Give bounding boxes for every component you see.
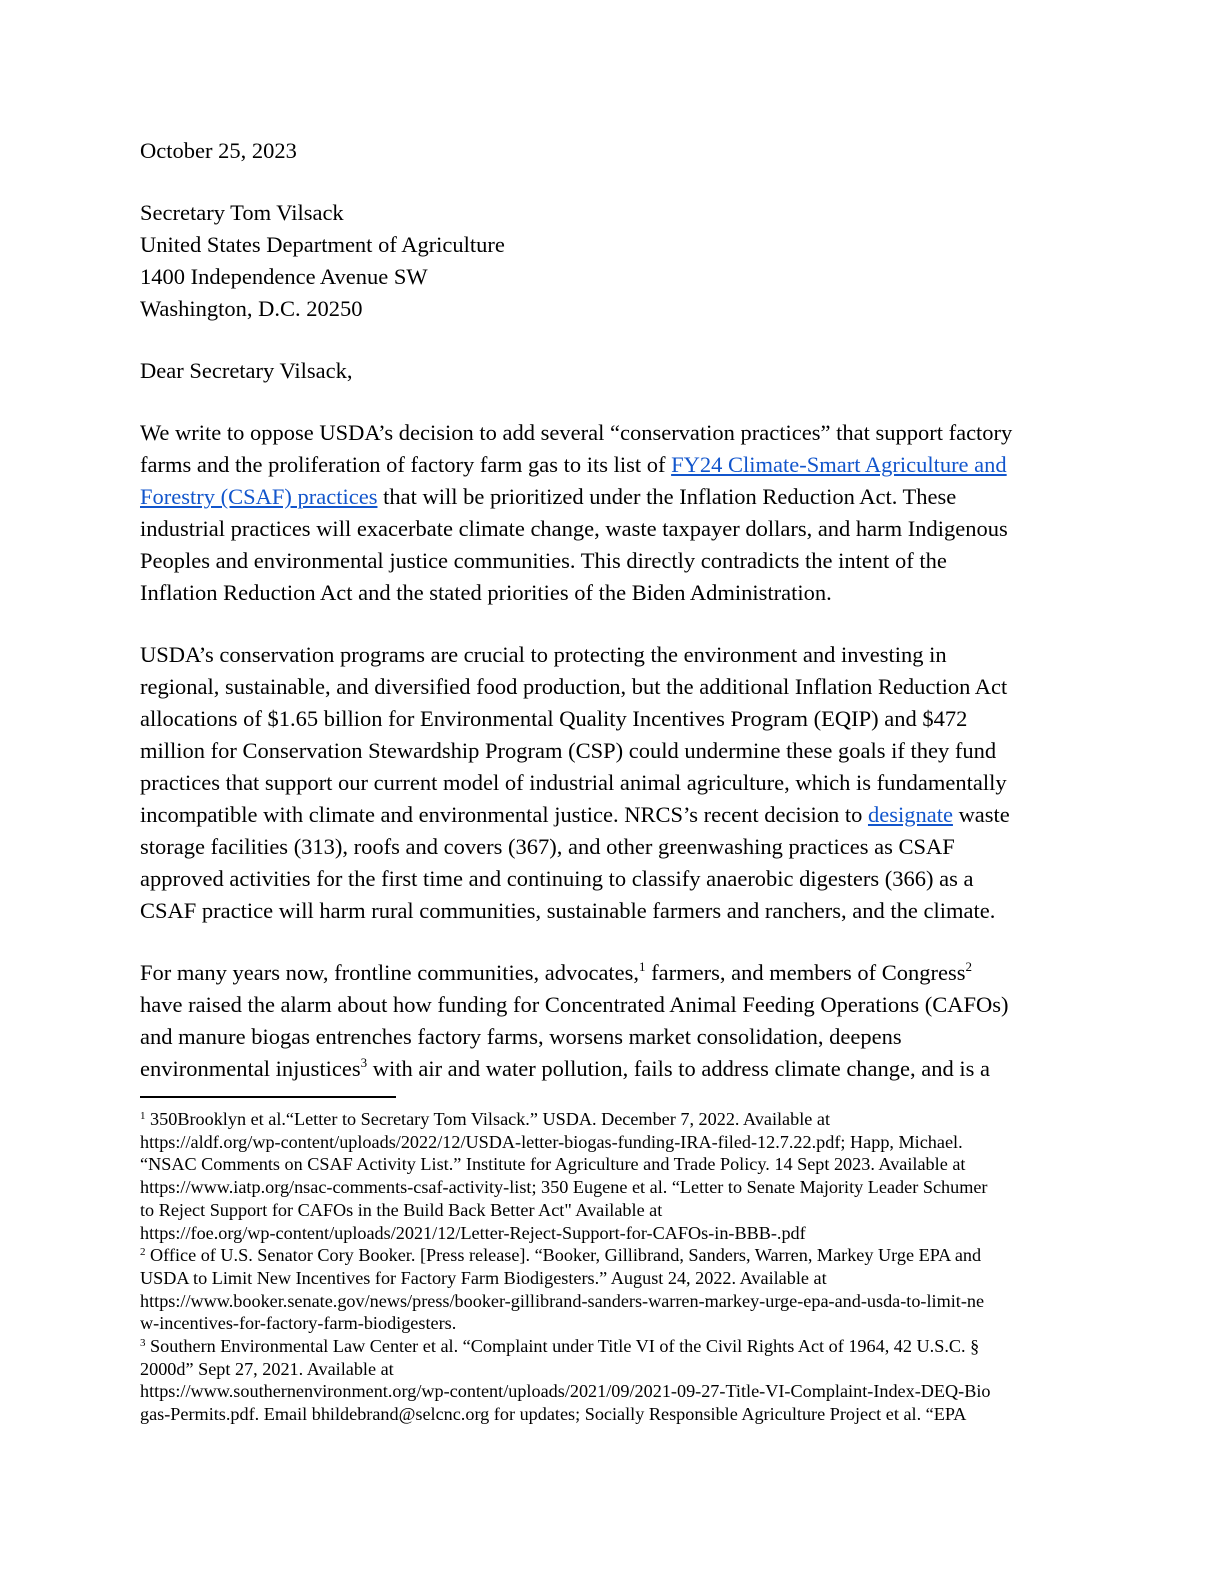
footnote-number-3: 3	[140, 1337, 146, 1350]
paragraph-line: We write to oppose USDA’s decision to add several “conservation practices” that support factory	[140, 420, 1013, 445]
recipient-address	[140, 197, 1075, 325]
paragraph-line: allocations of $1.65 billion for Environmental Quality Incentives Program (EQIP) and $472	[140, 706, 968, 731]
paragraph-line: practices that support our current model of industrial animal agriculture, which is fundamentally	[140, 770, 1007, 795]
csaf-practices-link[interactable]: FY24 Climate-Smart Agriculture and	[671, 452, 1007, 477]
text-segment: farmers, and members of Congress	[645, 960, 966, 985]
footnote-line	[140, 1244, 1075, 1267]
paragraph-line: approved activities for the first time and continuing to classify anaerobic digesters (366) as a	[140, 866, 974, 891]
footnote-ref-1[interactable]: 1	[639, 959, 646, 974]
designate-link[interactable]: designate	[867, 802, 953, 827]
text-segment: with air and water pollution, fails to address climate change, and is a	[367, 1056, 991, 1081]
footnote-line	[140, 1335, 1075, 1358]
text-segment: environmental injustices	[140, 1056, 361, 1081]
paragraph-line: million for Conservation Stewardship Program (CSP) could undermine these goals if they fund	[140, 738, 997, 763]
footnote-line: to Reject Support for CAFOs in the Build Back Better Act" Available at	[140, 1199, 663, 1220]
paragraph-line: CSAF practice will harm rural communities, sustainable farmers and ranchers, and the climate.	[140, 898, 996, 923]
paragraph-line	[140, 449, 1075, 481]
text-segment: that will be prioritized under the Inflation Reduction Act. These	[377, 484, 957, 509]
paragraph-line: have raised the alarm about how funding for Concentrated Animal Feeding Operations (CAFOs)	[140, 992, 1009, 1017]
text-segment: For many years now, frontline communities, advocates,	[140, 960, 640, 985]
salutation: Dear Secretary Vilsack,	[140, 358, 353, 383]
paragraph-line: and manure biogas entrenches factory farms, worsens market consolidation, deepens	[140, 1024, 902, 1049]
address-line-name: Secretary Tom Vilsack	[140, 200, 344, 225]
paragraph-line: storage facilities (313), roofs and covers (367), and other greenwashing practices as CSAF	[140, 834, 955, 859]
paragraph-line: Inflation Reduction Act and the stated priorities of the Biden Administration.	[140, 580, 832, 605]
footnote-line: https://foe.org/wp-content/uploads/2021/12/Letter-Reject-Support-for-CAFOs-in-BBB-.pdf	[140, 1222, 806, 1243]
paragraph-line: industrial practices will exacerbate climate change, waste taxpayer dollars, and harm Indigenous	[140, 516, 1008, 541]
letter-page	[140, 135, 1075, 1426]
footnote-line: https://www.southernenvironment.org/wp-content/uploads/2021/09/2021-09-27-Title-VI-Complaint-Index-DEQ-Bio	[140, 1381, 991, 1402]
footnote-line: https://www.iatp.org/nsac-comments-csaf-activity-list; 350 Eugene et al. “Letter to Senate Majority Leader Schumer	[140, 1177, 988, 1198]
footnote-number-2: 2	[140, 1246, 146, 1259]
footnote-line: https://aldf.org/wp-content/uploads/2022/12/USDA-letter-biogas-funding-IRA-filed-12.7.22.pdf; Happ, Michael.	[140, 1131, 963, 1152]
address-line-department: United States Department of Agriculture	[140, 232, 505, 257]
footnote-ref-2[interactable]: 2	[965, 959, 972, 974]
footnotes	[140, 1108, 1075, 1426]
address-line-street: 1400 Independence Avenue SW	[140, 264, 428, 289]
address-line-city: Washington, D.C. 20250	[140, 296, 363, 321]
paragraph-line	[140, 799, 1075, 831]
footnote-line: “NSAC Comments on CSAF Activity List.” Institute for Agriculture and Trade Policy. 14 Sept 2023. Available at	[140, 1154, 966, 1175]
text-segment: farms and the proliferation of factory farm gas to its list of	[140, 452, 672, 477]
text-segment: Southern Environmental Law Center et al. “Complaint under Title VI of the Civil Rights Act of 1964, 42 U.S.C. §	[145, 1336, 980, 1357]
paragraph-line: regional, sustainable, and diversified food production, but the additional Inflation Reduction Act	[140, 674, 1008, 699]
csaf-practices-link-continued[interactable]: Forestry (CSAF) practices	[140, 484, 378, 509]
footnote-line: gas-Permits.pdf. Email bhildebrand@selcnc.org for updates; Socially Responsible Agriculture Project et al. “EPA	[140, 1404, 967, 1425]
text-segment: Office of U.S. Senator Cory Booker. [Press release]. “Booker, Gillibrand, Sanders, Warren, Markey Urge EPA and	[145, 1245, 982, 1266]
footnote-number-1: 1	[140, 1110, 146, 1122]
paragraph-line	[140, 1053, 1075, 1085]
paragraph-line	[140, 957, 1075, 989]
text-segment: 350Brooklyn et al.“Letter to Secretary Tom Vilsack.” USDA. December 7, 2022. Available at	[145, 1109, 831, 1129]
paragraph-line	[140, 481, 1075, 513]
footnote-line	[140, 1108, 1075, 1131]
paragraph-3	[140, 957, 1075, 1085]
text-segment: waste	[952, 802, 1010, 827]
paragraph-line: Peoples and environmental justice communities. This directly contradicts the intent of the	[140, 548, 947, 573]
footnote-line: https://www.booker.senate.gov/news/press/booker-gillibrand-sanders-warren-markey-urge-epa-and-usda-to-limit-ne	[140, 1290, 985, 1311]
footnote-separator	[140, 1096, 396, 1098]
paragraph-line: USDA’s conservation programs are crucial to protecting the environment and investing in	[140, 642, 947, 667]
letter-date: October 25, 2023	[140, 138, 297, 163]
paragraph-1	[140, 417, 1075, 609]
footnote-ref-3[interactable]: 3	[360, 1055, 368, 1070]
text-segment: incompatible with climate and environmental justice. NRCS’s recent decision to	[140, 802, 868, 827]
footnote-line: USDA to Limit New Incentives for Factory Farm Biodigesters.” August 24, 2022. Available at	[140, 1267, 827, 1288]
paragraph-2	[140, 639, 1075, 927]
footnote-line: 2000d” Sept 27, 2021. Available at	[140, 1358, 394, 1379]
footnote-line: w-incentives-for-factory-farm-biodigesters.	[140, 1313, 457, 1334]
